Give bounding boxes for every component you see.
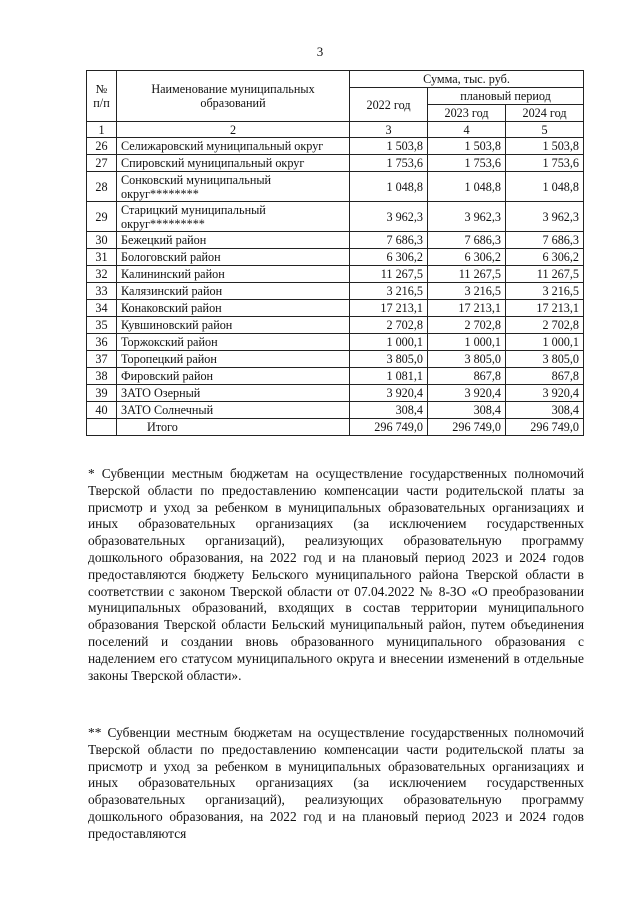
- value-2022: 3 962,3: [350, 202, 428, 232]
- value-2022: 6 306,2: [350, 249, 428, 266]
- total-2022: 296 749,0: [350, 419, 428, 436]
- value-2024: 17 213,1: [506, 300, 584, 317]
- value-2022: 1 081,1: [350, 368, 428, 385]
- total-2024: 296 749,0: [506, 419, 584, 436]
- row-number: 36: [87, 334, 117, 351]
- municipality-name: Конаковский район: [117, 300, 350, 317]
- table-row: [87, 300, 584, 317]
- table-row: [87, 249, 584, 266]
- value-2023: 1 753,6: [428, 155, 506, 172]
- column-number-row: [87, 122, 584, 138]
- header-plan: плановый период: [428, 88, 584, 105]
- table-row: [87, 385, 584, 402]
- table-header-row: [87, 71, 584, 88]
- municipality-name: Калининский район: [117, 266, 350, 283]
- table-row: [87, 155, 584, 172]
- row-number: 26: [87, 138, 117, 155]
- header-num: № п/п: [87, 71, 117, 122]
- value-2023: 11 267,5: [428, 266, 506, 283]
- value-2024: 3 216,5: [506, 283, 584, 300]
- value-2022: 1 753,6: [350, 155, 428, 172]
- subvention-table: [86, 70, 584, 436]
- value-2024: 1 048,8: [506, 172, 584, 202]
- value-2022: 308,4: [350, 402, 428, 419]
- value-2022: 1 048,8: [350, 172, 428, 202]
- value-2022: 17 213,1: [350, 300, 428, 317]
- row-number: 35: [87, 317, 117, 334]
- value-2024: 1 503,8: [506, 138, 584, 155]
- column-number: 1: [87, 122, 117, 138]
- value-2022: 3 216,5: [350, 283, 428, 300]
- header-2024: 2024 год: [506, 105, 584, 122]
- table-row: [87, 172, 584, 202]
- municipality-name: Бологовский район: [117, 249, 350, 266]
- table-row: [87, 232, 584, 249]
- header-2022: 2022 год: [350, 88, 428, 122]
- row-number: 29: [87, 202, 117, 232]
- municipality-name: Фировский район: [117, 368, 350, 385]
- value-2023: 1 000,1: [428, 334, 506, 351]
- value-2022: 1 000,1: [350, 334, 428, 351]
- value-2022: 3 920,4: [350, 385, 428, 402]
- municipality-name: ЗАТО Озерный: [117, 385, 350, 402]
- value-2023: 867,8: [428, 368, 506, 385]
- row-number: 27: [87, 155, 117, 172]
- header-name: Наименование муниципальных образований: [117, 71, 350, 122]
- total-row: [87, 419, 584, 436]
- value-2023: 17 213,1: [428, 300, 506, 317]
- value-2024: 3 920,4: [506, 385, 584, 402]
- municipality-name: ЗАТО Солнечный: [117, 402, 350, 419]
- row-number: 40: [87, 402, 117, 419]
- total-2023: 296 749,0: [428, 419, 506, 436]
- row-number: 38: [87, 368, 117, 385]
- value-2023: 2 702,8: [428, 317, 506, 334]
- value-2022: 7 686,3: [350, 232, 428, 249]
- column-number: 4: [428, 122, 506, 138]
- row-number: 39: [87, 385, 117, 402]
- value-2023: 1 048,8: [428, 172, 506, 202]
- column-number: 2: [117, 122, 350, 138]
- value-2022: 11 267,5: [350, 266, 428, 283]
- table-row: [87, 351, 584, 368]
- value-2022: 3 805,0: [350, 351, 428, 368]
- row-number: 33: [87, 283, 117, 300]
- table-row: [87, 283, 584, 300]
- value-2024: 6 306,2: [506, 249, 584, 266]
- value-2023: 3 920,4: [428, 385, 506, 402]
- value-2023: 308,4: [428, 402, 506, 419]
- value-2024: 1 753,6: [506, 155, 584, 172]
- value-2024: 867,8: [506, 368, 584, 385]
- value-2023: 7 686,3: [428, 232, 506, 249]
- row-number: 37: [87, 351, 117, 368]
- total-label: Итого: [117, 419, 350, 436]
- value-2023: 6 306,2: [428, 249, 506, 266]
- table-row: [87, 334, 584, 351]
- table-row: [87, 368, 584, 385]
- table-body: [87, 138, 584, 419]
- column-number: 3: [350, 122, 428, 138]
- value-2023: 3 216,5: [428, 283, 506, 300]
- municipality-name: Селижаровский муниципальный округ: [117, 138, 350, 155]
- value-2022: 2 702,8: [350, 317, 428, 334]
- row-number: 28: [87, 172, 117, 202]
- value-2024: 3 805,0: [506, 351, 584, 368]
- row-number: 30: [87, 232, 117, 249]
- header-sum: Сумма, тыс. руб.: [350, 71, 584, 88]
- municipality-name: Торопецкий район: [117, 351, 350, 368]
- municipality-name: Торжокский район: [117, 334, 350, 351]
- column-number: 5: [506, 122, 584, 138]
- page-number: 3: [316, 44, 324, 59]
- table-row: [87, 138, 584, 155]
- row-number: 34: [87, 300, 117, 317]
- municipality-name: Спировский муниципальный округ: [117, 155, 350, 172]
- value-2024: 3 962,3: [506, 202, 584, 232]
- value-2024: 308,4: [506, 402, 584, 419]
- value-2024: 1 000,1: [506, 334, 584, 351]
- value-2024: 7 686,3: [506, 232, 584, 249]
- value-2022: 1 503,8: [350, 138, 428, 155]
- footnote-1: * Субвенции местным бюджетам на осуществление государственных полномочий Тверской области по предоставлению компенсации части родительской платы за присмотр и уход за ребенком в муниципальных образовательных организациях и иных образовательных организациях (за исключением государственных образовательных организаций), реализующих образовательную программу дошкольного образования, на 2022 год и на плановый период 2023 и 2024 годов предоставляются бюджету Бельского муниципального района Тверской области в соответствии с законом Тверской области от 07.04.2022 № 8-ЗО «О преобразовании муниципальных образований, входящих в состав территории муниципального образования Тверской области Бельский муниципальный район, путем объединения поселений и создании вновь образованного муниципального образования с наделением его статусом муниципального округа и внесении изменений в отдельные законы Тверской области».: [88, 466, 584, 683]
- total-num-cell: [87, 419, 117, 436]
- row-number: 32: [87, 266, 117, 283]
- municipality-name: Бежецкий район: [117, 232, 350, 249]
- value-2023: 3 805,0: [428, 351, 506, 368]
- table-row: [87, 402, 584, 419]
- value-2024: 11 267,5: [506, 266, 584, 283]
- footnote-2: ** Субвенции местным бюджетам на осуществление государственных полномочий Тверской области по предоставлению компенсации части родительской платы за присмотр и уход за ребенком в муниципальных образовательных организациях и иных образовательных организациях (за исключением государственных образовательных организаций), реализующих образовательную программу дошкольного образования, на 2022 год и на плановый период 2023 и 2024 годов предоставляются: [88, 725, 584, 841]
- municipality-name: Калязинский район: [117, 283, 350, 300]
- table-row: [87, 266, 584, 283]
- municipality-name: Кувшиновский район: [117, 317, 350, 334]
- value-2023: 3 962,3: [428, 202, 506, 232]
- table-row: [87, 317, 584, 334]
- value-2024: 2 702,8: [506, 317, 584, 334]
- value-2023: 1 503,8: [428, 138, 506, 155]
- row-number: 31: [87, 249, 117, 266]
- table-row: [87, 202, 584, 232]
- municipality-name: Старицкий муниципальный округ*********: [117, 202, 350, 232]
- municipality-name: Сонковский муниципальный округ********: [117, 172, 350, 202]
- header-2023: 2023 год: [428, 105, 506, 122]
